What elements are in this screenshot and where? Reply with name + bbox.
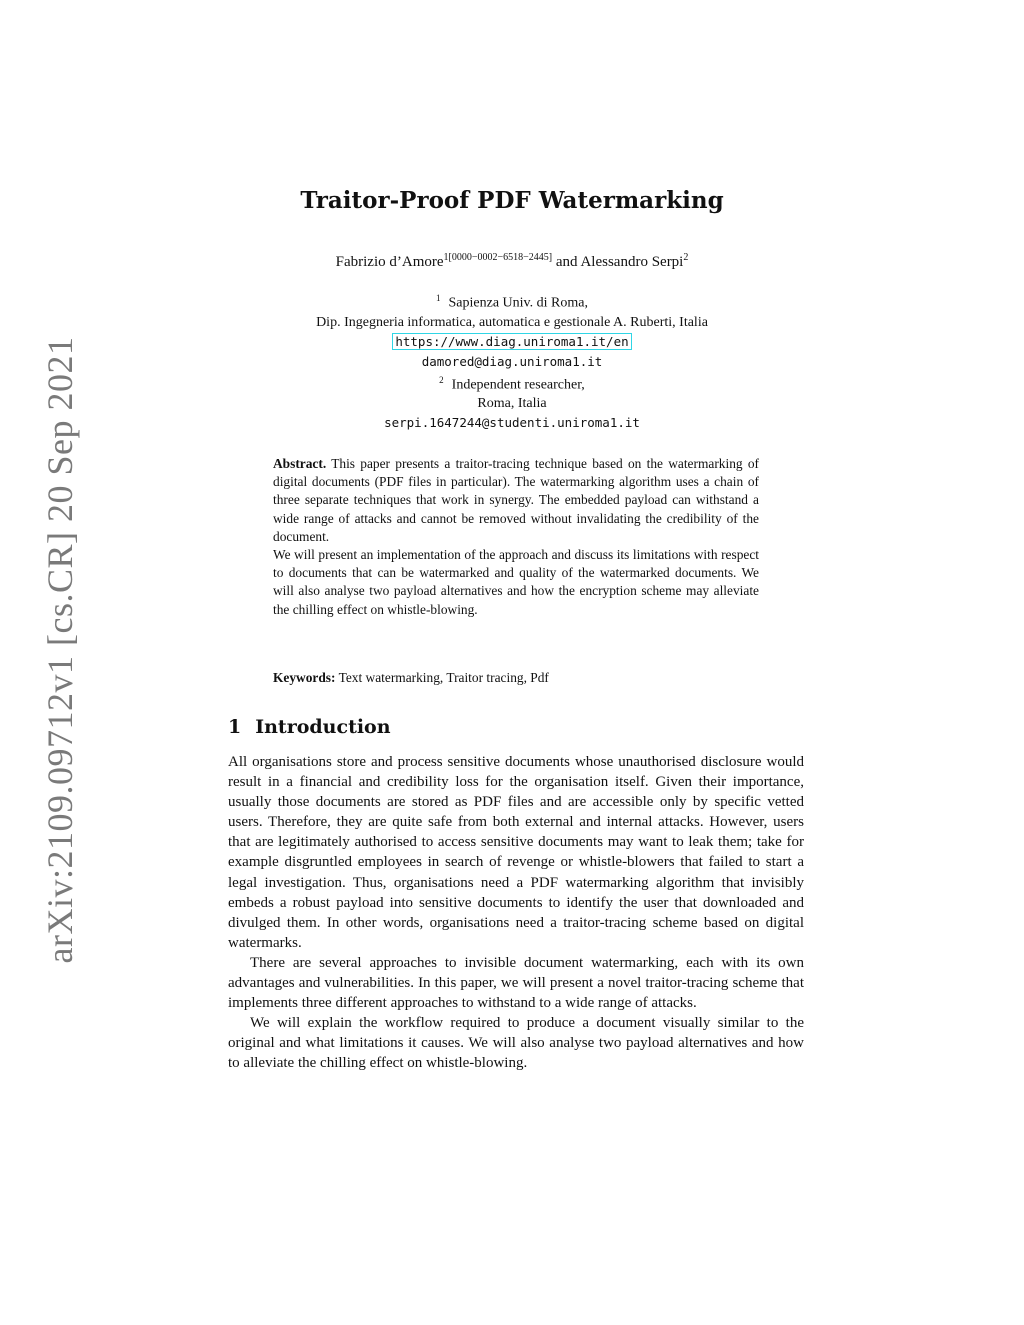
author-affiliation-mark: 2: [683, 252, 689, 263]
keywords-label: Keywords:: [273, 670, 336, 685]
abstract-label: Abstract.: [273, 456, 327, 471]
author-affiliation-mark: 1[0000−0002−6518−2445]: [443, 252, 553, 263]
abstract: [273, 455, 759, 619]
affiliation-mark: 1: [436, 293, 441, 303]
body-paragraph: We will explain the workflow required to produce a document visually similar to the original and what limitations it causes. We will also analyse two payload alternatives and how to alleviate the chilling effect on whistle-blowing.: [228, 1015, 804, 1072]
affiliations: [0, 289, 1024, 432]
section-number: 1: [228, 716, 242, 738]
affiliation-url-link[interactable]: https://www.diag.uniroma1.it/en: [392, 333, 631, 350]
author-name: Fabrizio d’Amore: [335, 254, 444, 270]
paper-title: Traitor-Proof PDF Watermarking: [300, 187, 724, 214]
affiliation-url-line: [0, 332, 1024, 352]
keywords-text: Text watermarking, Traitor tracing, Pdf: [335, 670, 549, 685]
section-heading: [228, 716, 391, 738]
author-conjunction: and: [552, 254, 581, 270]
affiliation-mark: 2: [439, 374, 444, 385]
keywords: [273, 670, 759, 686]
affiliation-line: Dip. Ingegneria informatica, automatica e gestionale A. Ruberti, Italia: [316, 314, 708, 330]
author-email: damored@diag.uniroma1.it: [421, 353, 603, 369]
affiliation-line: Roma, Italia: [477, 396, 547, 412]
abstract-paragraph: Abstract. This paper presents a traitor-tracing technique based on the watermarking of digital documents (PDF files in particular). The watermarking algorithm uses a chain of three separate techniques that work in synergy. The embedded payload can withstand a wide range of attacks and cannot be removed without invalidating the credibility of the document.: [273, 456, 759, 544]
arxiv-identifier-stamp: arXiv:2109.09712v1 [cs.CR] 20 Sep 2021: [40, 336, 80, 964]
abstract-paragraph: We will present an implementation of the approach and discuss its limitations with respect to documents that can be watermarked and quality of the watermarked documents. We will also analyse two payload alternatives and how the encryption scheme may alleviate the chilling effect on whistle-blowing.: [273, 547, 759, 617]
author-name: Alessandro Serpi: [580, 254, 684, 270]
author-line: [0, 252, 1024, 271]
body-paragraph: All organisations store and process sensitive documents whose unauthorised disclosure would result in a financial and credibility loss for the organisation itself. Given their importance, usually those documents are stored as PDF files and are accessible only by specific vetted users. Therefore, they are quite safe from both external and internal attacks. However, users that are legitimately authorised to access sensitive documents may want to leak them; take for example disgruntled employees in search of revenge or whistle-blowers that failed to start a legal investigation. Thus, organisations need a PDF watermarking algorithm that invisibly embeds a robust payload into sensitive documents to identify the user that downloaded and divulged them. In other words, organisations need a traitor-tracing scheme based on digital watermarks.: [228, 754, 804, 951]
introduction-body: [228, 752, 804, 1074]
affiliation-line: $^2$ Independent researcher,: [439, 374, 585, 393]
author-email: serpi.1647244@studenti.uniroma1.it: [384, 415, 640, 431]
body-paragraph: There are several approaches to invisible document watermarking, each with its own advantages and vulnerabilities. In this paper, we will present a novel traitor-tracing scheme that implements three different approaches to withstand to a wide range of attacks.: [228, 954, 804, 1012]
section-title: Introduction: [255, 716, 391, 738]
affiliation-line: $^1$ Sapienza Univ. di Roma,: [436, 293, 588, 311]
